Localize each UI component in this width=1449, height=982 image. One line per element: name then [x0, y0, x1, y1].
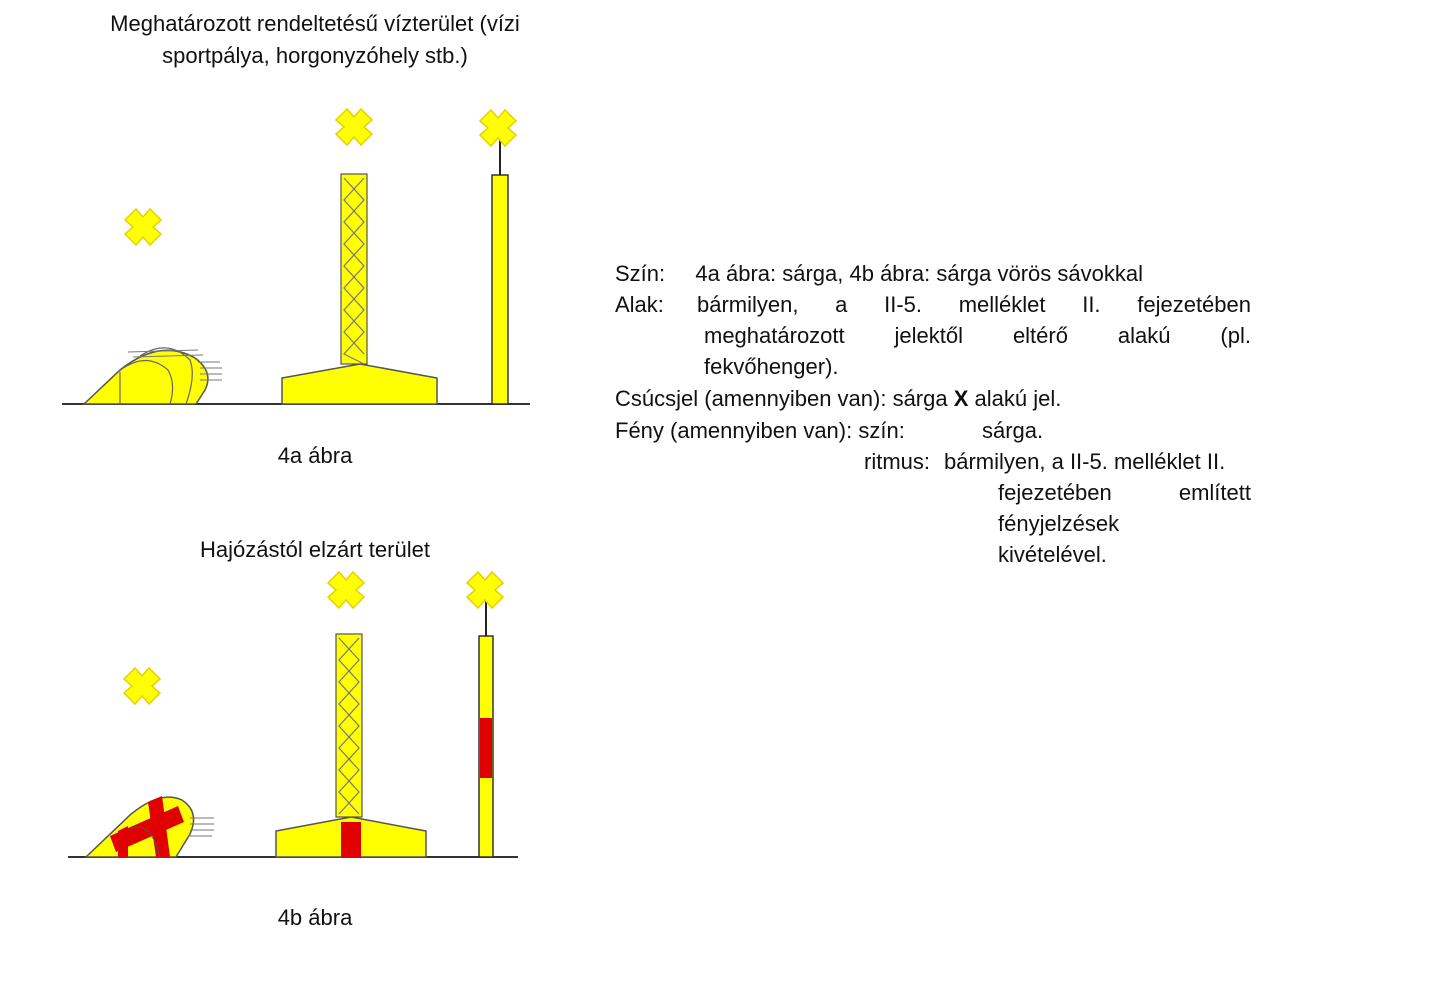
- fig-a-spar-buoy: [480, 110, 516, 404]
- alak-word: II-5.: [884, 292, 923, 317]
- fig-a-title-line2: sportpálya, horgonyzóhely stb.): [162, 43, 468, 68]
- fig-a-float-x-icon: [125, 209, 161, 245]
- ritmus-line4: kivételével.: [998, 542, 1107, 567]
- szin-row: [615, 258, 1143, 289]
- alak-word: (pl.: [1220, 323, 1251, 348]
- csucsjel-pre: Csúcsjel (amennyiben van): sárga: [615, 386, 954, 411]
- fig-a-tower-topmark-icon: [336, 109, 372, 145]
- feny-row: [615, 415, 905, 446]
- fig-b-spar-buoy: [467, 572, 503, 857]
- csucsjel-x: X: [953, 386, 969, 411]
- ritmus-label: ritmus:: [864, 449, 930, 474]
- fig-b-caption: 4b ábra: [277, 905, 353, 930]
- alak-word: meghatározott: [704, 323, 845, 348]
- feny-color: sárga.: [982, 418, 1044, 443]
- alak-word: II.: [1082, 292, 1101, 317]
- szin-label: Szín:: [615, 261, 666, 286]
- alak-word: jelektől: [894, 323, 964, 348]
- alak-word: melléklet: [958, 292, 1046, 317]
- fig-b-drawing: [68, 572, 518, 857]
- fig-a-tower-buoy: [282, 109, 437, 404]
- alak-word: fejezetében: [1137, 292, 1251, 317]
- alak-word: a: [835, 292, 848, 317]
- feny-label: Fény (amennyiben van): szín:: [615, 418, 905, 443]
- fig-b-cylinder-buoy: [86, 796, 214, 857]
- alak-word: eltérő: [1012, 323, 1068, 348]
- ritmus-word: fejezetében: [998, 480, 1112, 505]
- fig-a-cylinder-buoy: [84, 348, 222, 404]
- alak-line1: [697, 289, 1251, 320]
- alak-line3: fekvőhenger).: [704, 354, 839, 379]
- ritmus-line1: bármilyen, a II-5. melléklet II.: [944, 449, 1226, 474]
- fig-b-tower-topmark-icon: [328, 572, 364, 608]
- szin-value: 4a ábra: sárga, 4b ábra: sárga vörös sávokkal: [695, 261, 1143, 286]
- alak-label: Alak:: [615, 292, 664, 317]
- fig-a-drawing: [62, 109, 530, 404]
- csucsjel-post: alakú jel.: [968, 386, 1062, 411]
- fig-b-tower-buoy: [276, 572, 426, 857]
- fig-a-caption: 4a ábra: [277, 443, 353, 468]
- alak-word: alakú: [1117, 323, 1171, 348]
- fig-b-float-x-icon: [124, 668, 160, 704]
- alak-line2: [704, 320, 1251, 351]
- fig-b-title: Hajózástól elzárt terület: [200, 537, 430, 562]
- ritmus-word: említett: [1178, 480, 1251, 505]
- ritmus-line2: [998, 477, 1251, 508]
- csucsjel-row: [615, 383, 1061, 414]
- fig-a-spar-topmark-icon: [480, 110, 516, 146]
- ritmus-line3: fényjelzések: [998, 511, 1120, 536]
- fig-a-title-line1: Meghatározott rendeltetésű vízterület (vízi: [110, 11, 520, 36]
- alak-word: bármilyen,: [697, 292, 799, 317]
